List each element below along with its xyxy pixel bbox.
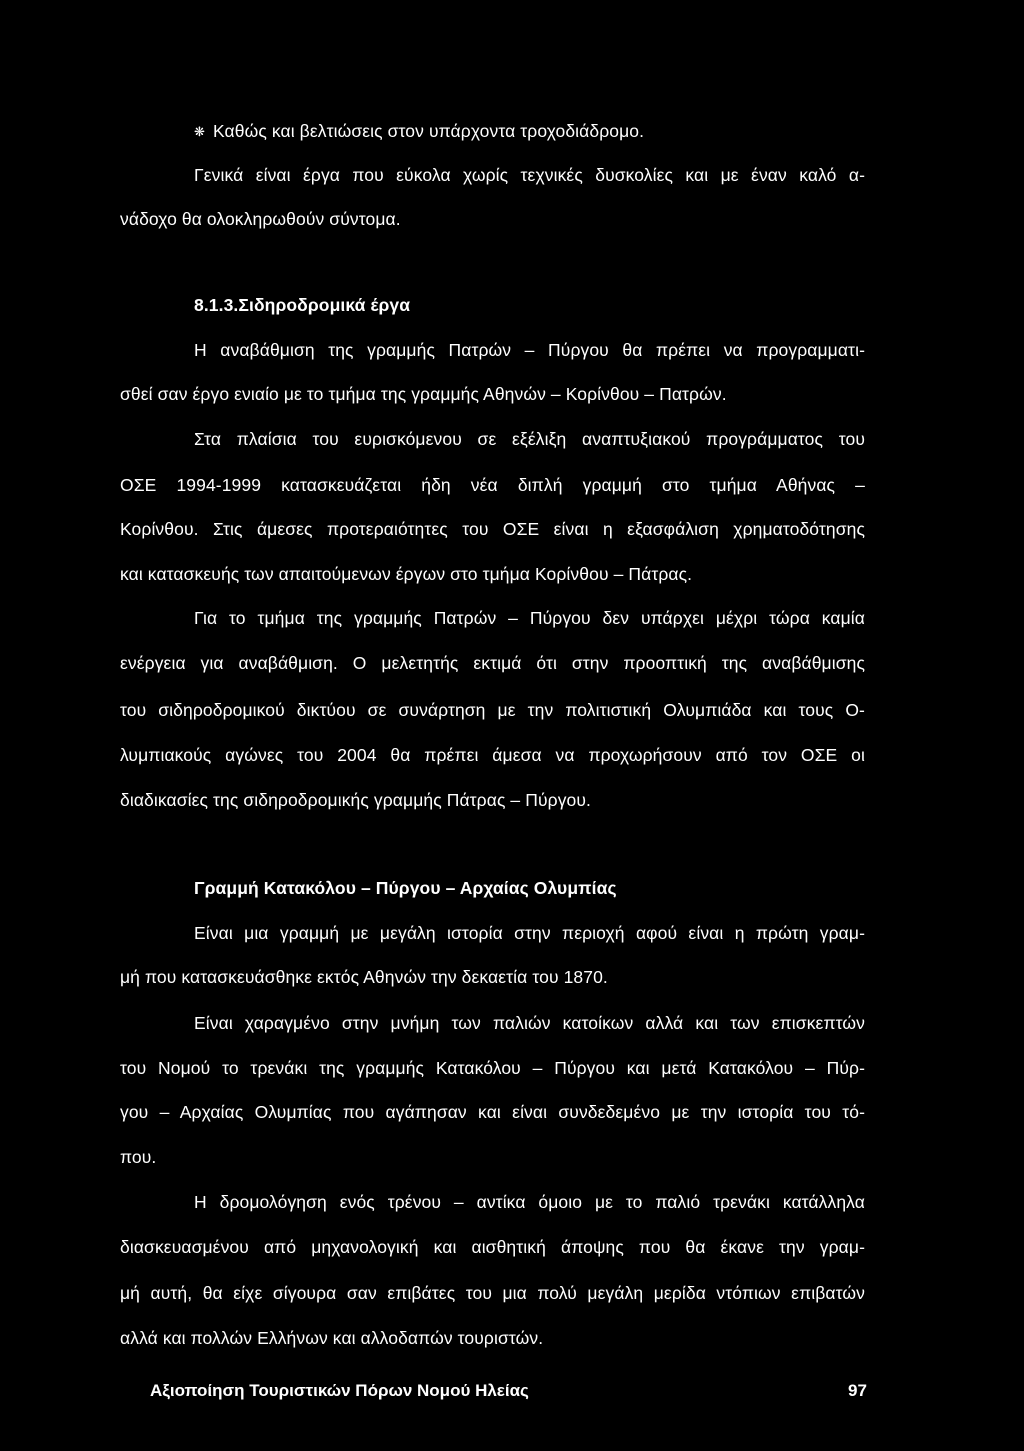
paragraph-line: Είναι χαραγμένο στην μνήμη των παλιών κατοίκων αλλά και των επισκεπτών: [194, 1013, 865, 1033]
bullet-icon: ❋: [194, 124, 205, 139]
paragraph-line: νάδοχο θα ολοκληρωθούν σύντομα.: [120, 209, 401, 229]
paragraph-line: ενέργεια για αναβάθμιση. Ο μελετητής εκτιμά ότι στην προοπτική της αναβάθμισης: [120, 653, 865, 673]
bullet-text: Καθώς και βελτιώσεις στον υπάρχοντα τροχοδιάδρομο.: [213, 121, 645, 141]
paragraph-line: λυμπιακούς αγώνες του 2004 θα πρέπει άμεσα να προχωρήσουν από τον ΟΣΕ οι: [120, 745, 865, 765]
paragraph-line: Γενικά είναι έργα που εύκολα χωρίς τεχνικές δυσκολίες και με έναν καλό α-: [194, 165, 865, 185]
bullet-line: [194, 120, 939, 144]
paragraph-line: Κορίνθου. Στις άμεσες προτεραιότητες του ΟΣΕ είναι η εξασφάλιση χρηματοδότησης: [120, 519, 865, 539]
paragraph-line: μή που κατασκευάσθηκε εκτός Αθηνών την δεκαετία του 1870.: [120, 967, 608, 987]
paragraph-line: γου – Αρχαίας Ολυμπίας που αγάπησαν και είναι συνδεδεμένο με την ιστορία του τό-: [120, 1102, 865, 1122]
paragraph-line: διαδικασίες της σιδηροδρομικής γραμμής Πάτρας – Πύργου.: [120, 790, 592, 810]
paragraph-line: σθεί σαν έργο ενιαίο με το τμήμα της γραμμής Αθηνών – Κορίνθου – Πατρών.: [120, 384, 727, 404]
paragraph-line: και κατασκευής των απαιτούμενων έργων στο τμήμα Κορίνθου – Πάτρας.: [120, 564, 693, 584]
page-number: 97: [848, 1381, 867, 1400]
paragraph-line: Είναι μια γραμμή με μεγάλη ιστορία στην περιοχή αφού είναι η πρώτη γραμ-: [194, 923, 865, 943]
footer-title: Αξιοποίηση Τουριστικών Πόρων Νομού Ηλείας: [150, 1381, 529, 1400]
paragraph-line: του Νομού το τρενάκι της γραμμής Κατακόλου – Πύργου και μετά Κατακόλου – Πύρ-: [120, 1058, 865, 1078]
section-heading-railway: 8.1.3.Σιδηροδρομικά έργα: [194, 295, 411, 315]
paragraph-line: που.: [120, 1147, 157, 1167]
paragraph-line: διασκευασμένου από μηχανολογική και αισθητική άποψης που θα έκανε την γραμ-: [120, 1237, 865, 1257]
paragraph-line: του σιδηροδρομικού δικτύου σε συνάρτηση με την πολιτιστική Ολυμπιάδα και τους Ο-: [120, 700, 865, 720]
paragraph-line: μή αυτή, θα είχε σίγουρα σαν επιβάτες του μια πολύ μεγάλη μερίδα ντόπιων επιβατών: [120, 1283, 865, 1303]
paragraph-line: ΟΣΕ 1994-1999 κατασκευάζεται ήδη νέα διπλή γραμμή στο τμήμα Αθήνας –: [120, 475, 865, 495]
paragraph-line: αλλά και πολλών Ελλήνων και αλλοδαπών τουριστών.: [120, 1328, 544, 1348]
paragraph-line: Στα πλαίσια του ευρισκόμενου σε εξέλιξη αναπτυξιακού προγράμματος του: [194, 429, 865, 449]
section-heading-katakolo-line: Γραμμή Κατακόλου – Πύργου – Αρχαίας Ολυμπίας: [194, 878, 617, 898]
paragraph-line: Για το τμήμα της γραμμής Πατρών – Πύργου δεν υπάρχει μέχρι τώρα καμία: [194, 608, 865, 628]
paragraph-line: Η δρομολόγηση ενός τρένου – αντίκα όμοιο με το παλιό τρενάκι κατάλληλα: [194, 1192, 865, 1212]
paragraph-line: Η αναβάθμιση της γραμμής Πατρών – Πύργου θα πρέπει να προγραμματι-: [194, 340, 865, 360]
